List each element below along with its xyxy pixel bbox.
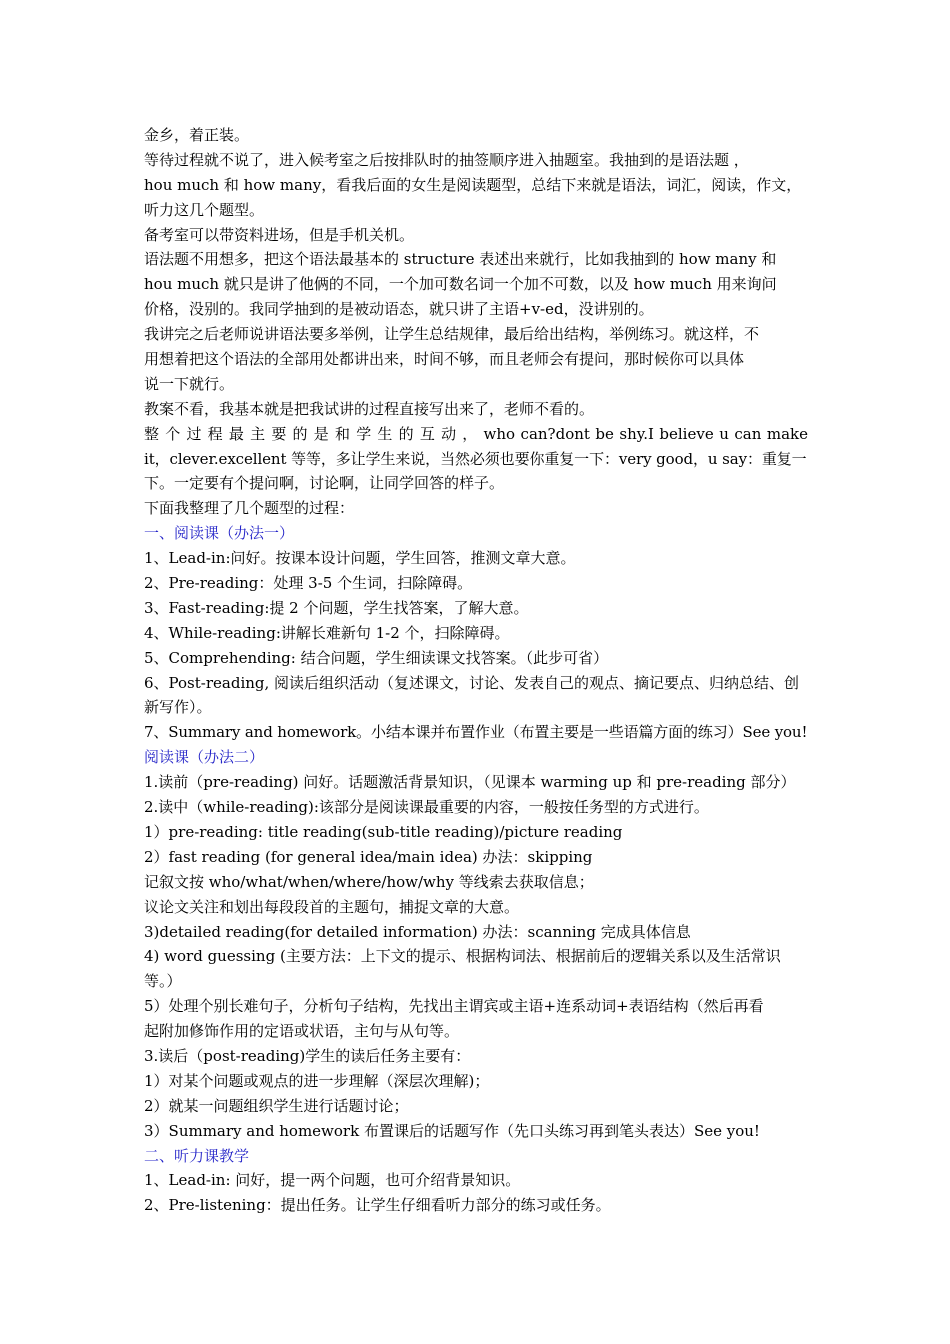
text-line: 1）对某个问题或观点的进一步理解（深层次理解)； <box>144 1071 490 1090</box>
text-line: 备考室可以带资料进场，但是手机关机。 <box>144 225 415 244</box>
text-line: 4) word guessing (主要方法：上下文的提示、根据构词法、根据前后的逻辑关系以及生活常识 <box>144 947 781 966</box>
text-line: 教案不看，我基本就是把我试讲的过程直接写出来了，老师不看的。 <box>144 399 595 418</box>
text-line: 2）fast reading (for general idea/main idea) 办法：skipping <box>144 847 593 866</box>
document-page <box>144 123 808 1218</box>
text-line: 说一下就行。 <box>144 374 235 393</box>
text-line: 价格，没别的。我同学抽到的是被动语态，就只讲了主语+v-ed，没讲别的。 <box>144 300 654 319</box>
text-line: 语法题不用想多，把这个语法最基本的 structure 表述出来就行，比如我抽到的 how many 和 <box>144 250 777 269</box>
text-line: 议论文关注和划出每段段首的主题句，捕捉文章的大意。 <box>144 897 520 916</box>
section-heading: 一、阅读课（办法一） <box>144 524 295 543</box>
text-line: 1）pre-reading: title reading(sub-title reading)/picture reading <box>144 822 623 841</box>
text-line: 7、Summary and homework。小结本课并布置作业（布置主要是一些语篇方面的练习）See you! <box>144 723 808 742</box>
text-line: 2、Pre-listening：提出任务。让学生仔细看听力部分的练习或任务。 <box>144 1196 611 1215</box>
text-line: 2.读中（while-reading):该部分是阅读课最重要的内容，一般按任务型的方式进行。 <box>144 798 709 817</box>
section-heading: 阅读课（办法二） <box>144 748 265 767</box>
text-line: 用想着把这个语法的全部用处都讲出来，时间不够，而且老师会有提问，那时候你可以具体 <box>144 350 745 369</box>
text-line: hou much 和 how many，看我后面的女生是阅读题型，总结下来就是语法，词汇，阅读，作文， <box>144 175 802 194</box>
text-line: it，clever.excellent 等等，多让学生来说，当然必须也要你重复一下：very good，u say：重复一 <box>144 449 807 468</box>
text-line: 1.读前（pre-reading) 问好。话题激活背景知识，（见课本 warming up 和 pre-reading 部分） <box>144 773 796 792</box>
text-line: 3.读后（post-reading)学生的读后任务主要有： <box>144 1046 471 1065</box>
text-line: 1、Lead-in:问好。按课本设计问题，学生回答，推测文章大意。 <box>144 549 576 568</box>
text-line: 1、Lead-in: 问好，提一两个问题，也可介绍背景知识。 <box>144 1171 521 1190</box>
text-line: 等待过程就不说了，进入候考室之后按排队时的抽签顺序进入抽题室。我抽到的是语法题 ， <box>144 150 749 169</box>
text-line: 金乡，着正装。 <box>144 126 250 144</box>
text-line: 我讲完之后老师说讲语法要多举例，让学生总结规律，最后给出结构，举例练习。就这样，不 <box>144 325 760 344</box>
text-line: 整 个 过 程 最 主 要 的 是 和 学 生 的 互 动 ， who can?dont be shy.I believe u can make <box>144 424 808 443</box>
section-heading: 二、听力课教学 <box>144 1146 250 1165</box>
text-line: 3）Summary and homework 布置课后的话题写作（先口头练习再到笔头表达）See you! <box>144 1121 760 1140</box>
text-line: 2、Pre-reading：处理 3-5 个生词，扫除障碍。 <box>144 574 473 593</box>
text-line: hou much 就只是讲了他俩的不同，一个加可数名词一个加不可数，以及 how much 用来询问 <box>144 275 777 294</box>
text-line: 等。） <box>144 972 182 991</box>
text-line: 下面我整理了几个题型的过程： <box>144 499 355 518</box>
text-line: 3)detailed reading(for detailed information) 办法：scanning 完成具体信息 <box>144 922 691 941</box>
text-line: 4、While-reading:讲解长难新句 1-2 个，扫除障碍。 <box>144 623 510 642</box>
text-line: 2）就某一问题组织学生进行话题讨论； <box>144 1096 409 1115</box>
text-line: 新写作）。 <box>144 698 212 717</box>
text-line: 5）处理个别长难句子，分析句子结构，先找出主谓宾或主语+连系动词+表语结构（然后再看 <box>144 997 764 1016</box>
text-line: 6、Post-reading, 阅读后组织活动（复述课文，讨论、发表自己的观点、摘记要点、归纳总结、创 <box>144 673 800 692</box>
text-line: 5、Comprehending: 结合问题，学生细读课文找答案。（此步可省） <box>144 648 609 667</box>
text-line: 下。一定要有个提问啊，讨论啊，让同学回答的样子。 <box>144 474 505 493</box>
text-line: 记叙文按 who/what/when/where/how/why 等线索去获取信息； <box>144 872 594 891</box>
text-line: 3、Fast-reading:提 2 个问题，学生找答案，了解大意。 <box>144 598 529 617</box>
text-line: 听力这几个题型。 <box>144 200 265 219</box>
text-line: 起附加修饰作用的定语或状语，主句与从句等。 <box>144 1022 460 1041</box>
